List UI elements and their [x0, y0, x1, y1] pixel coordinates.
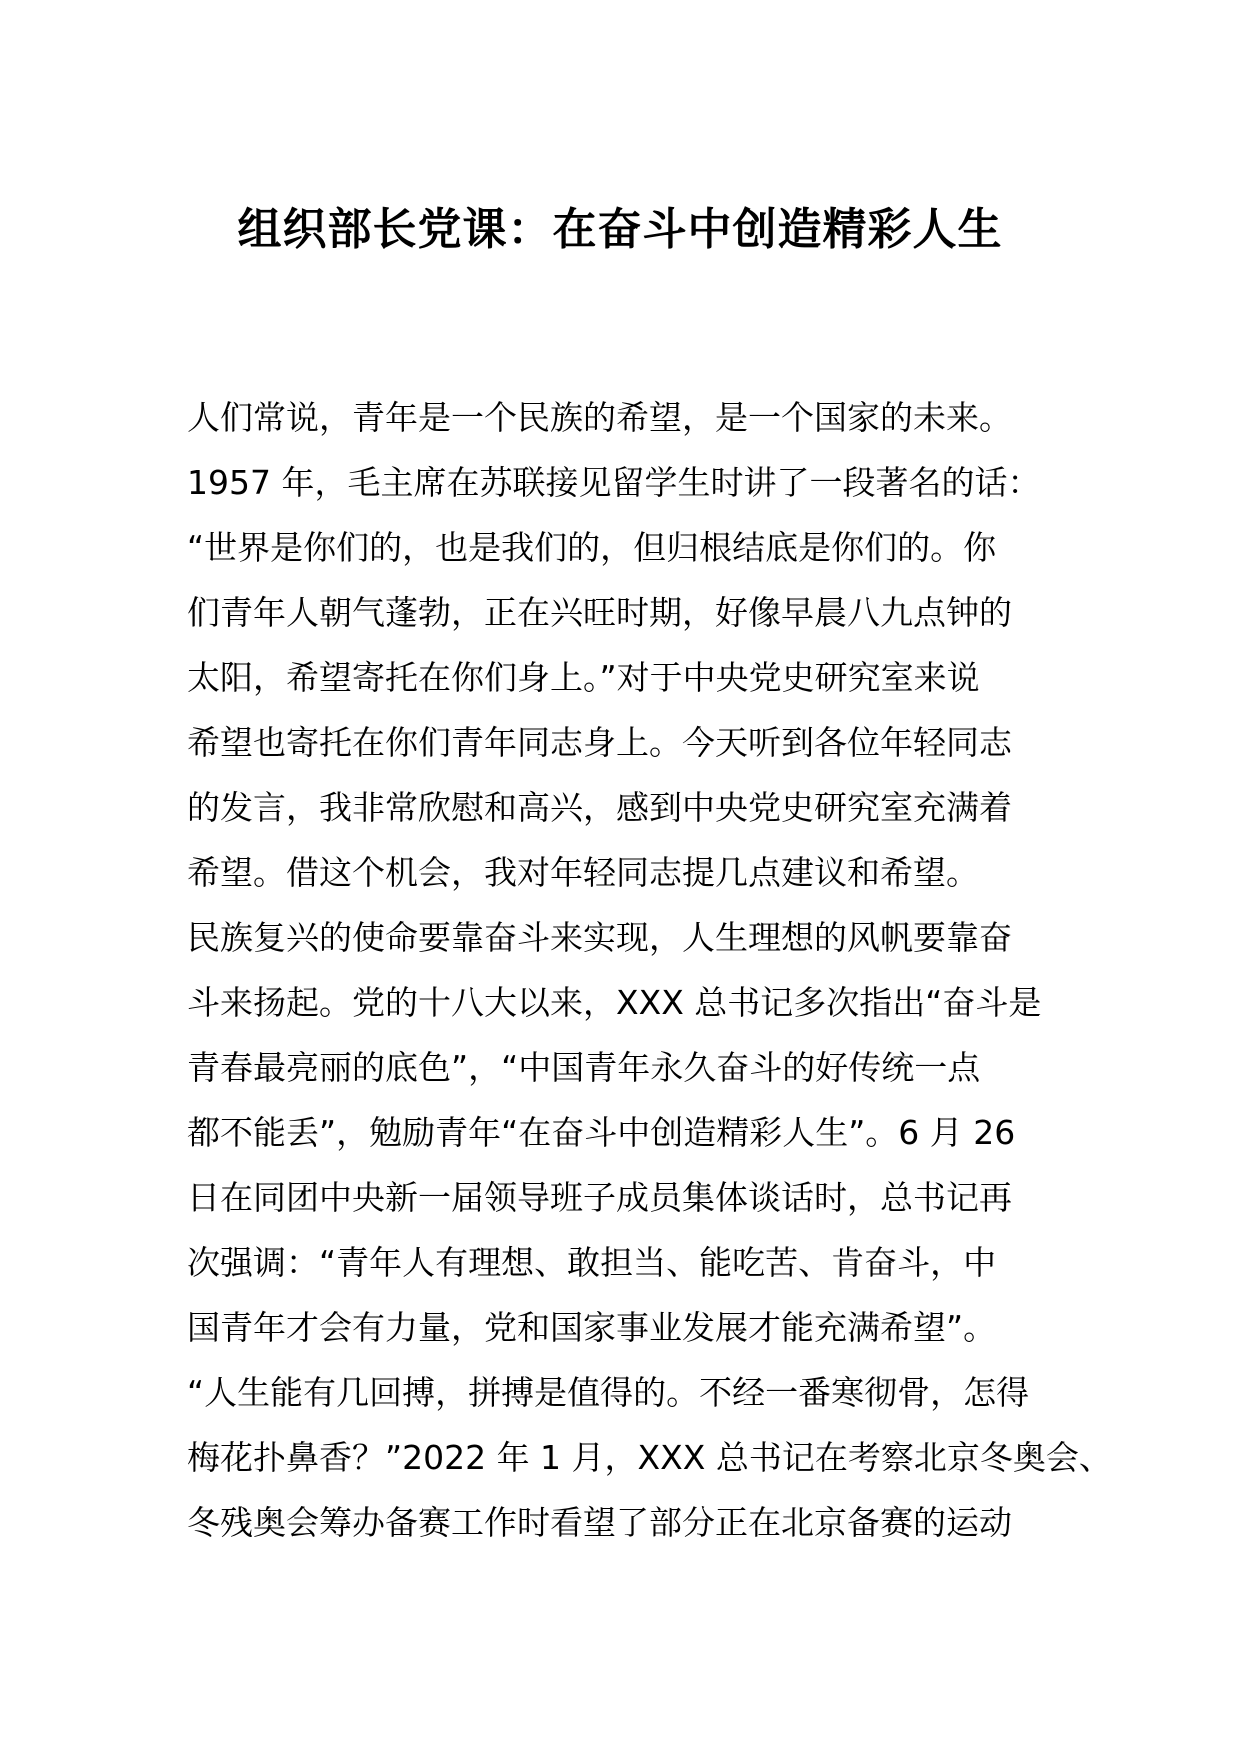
body-line: “人生能有几回搏，拼搏是值得的。不经一番寒彻骨，怎得 — [187, 1373, 1030, 1412]
document-body — [187, 385, 1112, 1555]
body-line: 民族复兴的使命要靠奋斗来实现，人生理想的风帆要靠奋 — [187, 918, 1012, 957]
body-line: 次强调：“青年人有理想、敢担当、能吃苦、肯奋斗，中 — [187, 1243, 997, 1282]
body-line: 的发言，我非常欣慰和高兴，感到中央党史研究室充满着 — [187, 788, 1012, 827]
body-line: 希望。借这个机会，我对年轻同志提几点建议和希望。 — [187, 853, 979, 892]
body-line: 日在同团中央新一届领导班子成员集体谈话时，总书记再 — [187, 1178, 1012, 1217]
body-line: “世界是你们的，也是我们的，但归根结底是你们的。你 — [187, 528, 997, 567]
body-line: 1957 年，毛主席在苏联接见留学生时讲了一段著名的话： — [187, 463, 1041, 502]
body-line: 太阳，希望寄托在你们身上。”对于中央党史研究室来说 — [187, 658, 980, 697]
body-line: 冬残奥会筹办备赛工作时看望了部分正在北京备赛的运动 — [187, 1503, 1012, 1542]
body-line: 国青年才会有力量，党和国家事业发展才能充满希望”。 — [187, 1308, 997, 1347]
body-line: 人们常说，青年是一个民族的希望，是一个国家的未来。 — [187, 398, 1012, 437]
document-title: 组织部长党课：在奋斗中创造精彩人生 — [237, 204, 1003, 255]
body-line: 们青年人朝气蓬勃，正在兴旺时期，好像早晨八九点钟的 — [187, 593, 1012, 632]
body-line: 希望也寄托在你们青年同志身上。今天听到各位年轻同志 — [187, 723, 1012, 762]
body-line: 都不能丢”，勉励青年“在奋斗中创造精彩人生”。6 月 26 — [187, 1113, 1016, 1152]
body-line: 斗来扬起。党的十八大以来，XXX 总书记多次指出“奋斗是 — [187, 983, 1042, 1022]
body-line: 梅花扑鼻香？”2022 年 1 月，XXX 总书记在考察北京冬奥会、 — [187, 1438, 1112, 1477]
body-line: 青春最亮丽的底色”，“中国青年永久奋斗的好传统一点 — [187, 1048, 981, 1087]
